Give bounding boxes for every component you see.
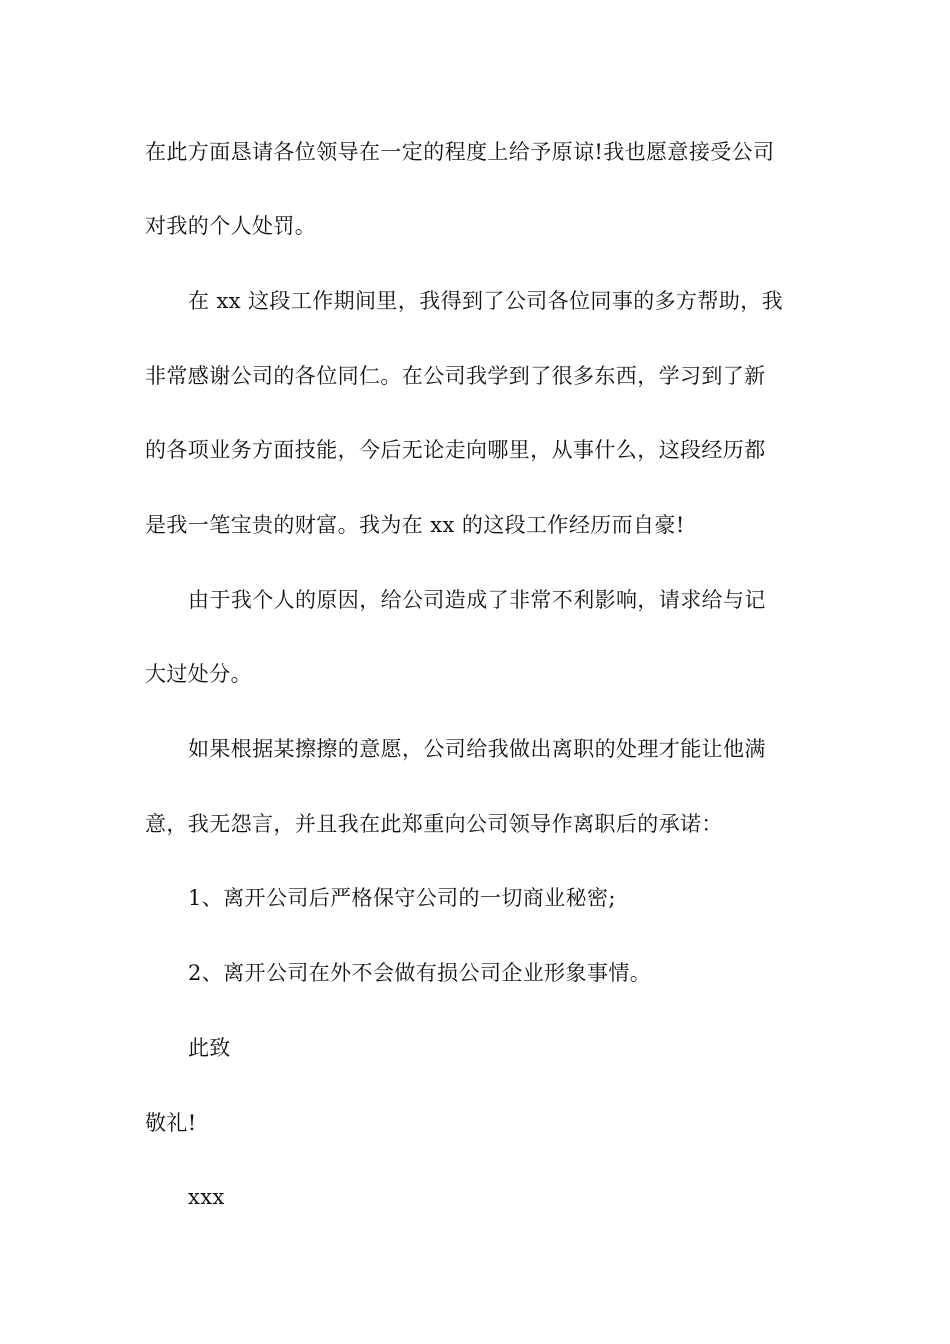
signature-name: xxx [188,1185,225,1209]
paragraph-line-4: 非常感谢公司的各位同仁。在公司我学到了很多东西，学习到了新 [145,364,766,388]
paragraph-line-3: 在 xx 这段工作期间里，我得到了公司各位同事的多方帮助，我 [188,289,784,313]
paragraph-line-6: 是我一笔宝贵的财富。我为在 xx 的这段工作经历而自豪! [145,513,685,537]
paragraph-line-7: 由于我个人的原因，给公司造成了非常不利影响，请求给与记 [188,588,766,612]
paragraph-line-10: 意，我无怨言，并且我在此郑重向公司领导作离职后的承诺： [145,812,723,836]
commitment-item-2: 2、离开公司在外不会做有损公司企业形象事情。 [188,961,652,985]
paragraph-line-9: 如果根据某擦擦的意愿，公司给我做出离职的处理才能让他满 [188,737,766,761]
paragraph-line-1: 在此方面恳请各位领导在一定的程度上给予原谅!我也愿意接受公司 [145,140,775,164]
commitment-item-1: 1、离开公司后严格保守公司的一切商业秘密; [188,886,616,910]
paragraph-line-2: 对我的个人处罚。 [145,214,317,238]
paragraph-line-8: 大过处分。 [145,662,252,686]
closing-phrase: 此致 [188,1036,231,1060]
salutation: 敬礼! [145,1111,197,1135]
paragraph-line-5: 的各项业务方面技能，今后无论走向哪里，从事什么，这段经历都 [145,438,766,462]
